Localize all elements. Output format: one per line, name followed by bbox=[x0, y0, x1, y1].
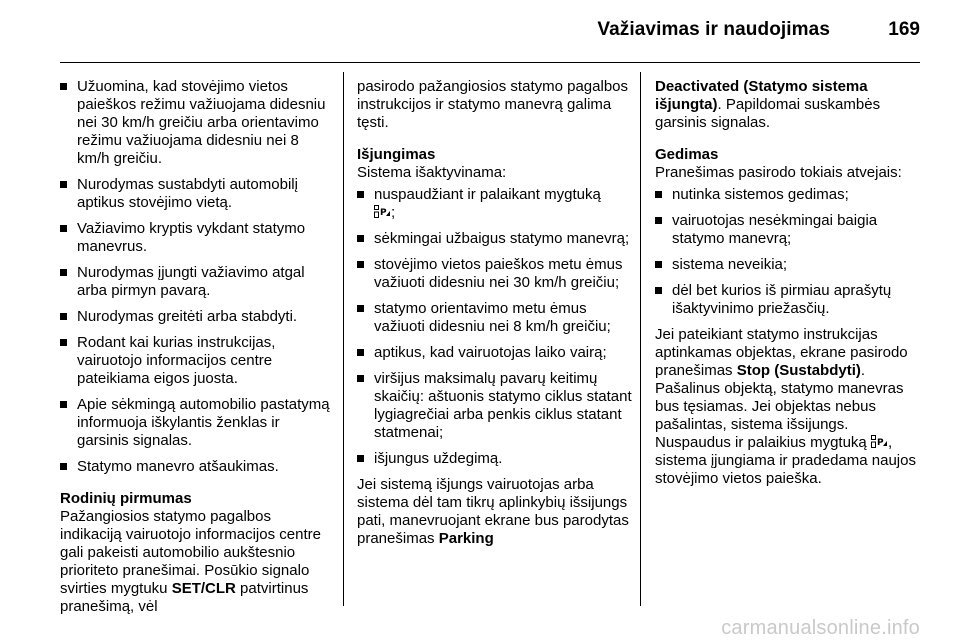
bullet-icon bbox=[655, 261, 662, 268]
bullet-icon bbox=[60, 181, 67, 188]
list-item: Rodant kai kurias instrukcijas, vairuotojo informacijos centre pateikiama eigos juosta. bbox=[60, 334, 332, 388]
list-item: sistema neveikia; bbox=[655, 256, 925, 274]
column-3 bbox=[655, 78, 925, 496]
list-item: statymo orientavimo metu ėmus važiuoti didesniu nei 8 km/h greičiu; bbox=[357, 300, 632, 336]
deactivated-message-paragraph: Deactivated (Statymo sistema išjungta). Papildomai suskambės garsinis signalas. bbox=[655, 78, 881, 131]
list-item: nutinka sistemos gedimas; bbox=[655, 186, 925, 204]
svg-text:P: P bbox=[380, 208, 387, 218]
header-divider bbox=[60, 62, 920, 63]
bullet-icon bbox=[60, 463, 67, 470]
stop-message-label: Stop (Sustabdyti) bbox=[736, 362, 861, 379]
list-item: viršijus maksimalų pavarų keitimų skaičių: aštuonis statymo ciklus statant lygiagrečiai arba penkis ciklus statant statmenai; bbox=[357, 370, 632, 442]
parking-assist-icon bbox=[374, 205, 391, 218]
bullet-icon bbox=[357, 305, 364, 312]
bullet-icon bbox=[60, 225, 67, 232]
parking-message-label: Parking bbox=[438, 530, 494, 547]
bullet-icon bbox=[60, 339, 67, 346]
bullet-icon bbox=[357, 349, 364, 356]
fault-lead: Pranešimas pasirodo tokiais atvejais: bbox=[655, 164, 902, 181]
section-heading-deactivation: Išjungimas bbox=[357, 146, 436, 163]
section-heading-fault: Gedimas bbox=[655, 146, 719, 163]
feature-list bbox=[60, 78, 332, 476]
page-header bbox=[0, 0, 960, 64]
list-item: Nurodymas įjungti važiavimo atgal arba pirmyn pavarą. bbox=[60, 264, 332, 300]
list-item: Važiavimo kryptis vykdant statymo manevrus. bbox=[60, 220, 332, 256]
set-clr-label: SET/CLR bbox=[171, 580, 236, 597]
bullet-icon bbox=[60, 313, 67, 320]
bullet-icon bbox=[60, 401, 67, 408]
page-number: 169 bbox=[888, 19, 920, 40]
fault-list bbox=[655, 186, 925, 318]
watermark: carmanualsonline.info bbox=[721, 617, 920, 639]
list-item: Nurodymas sustabdyti automobilį aptikus stovėjimo vietą. bbox=[60, 176, 332, 212]
list-item: išjungus uždegimą. bbox=[357, 450, 632, 468]
bullet-icon bbox=[60, 83, 67, 90]
column-1 bbox=[60, 78, 332, 624]
deactivation-paragraph: Jei sistemą išjungs vairuotojas arba sistema dėl tam tikrų aplinkybių išsijungs pati, manevruojant ekrane bus parodytas pranešimas Parking bbox=[357, 476, 629, 547]
continuation-paragraph: pasirodo pažangiosios statymo pagalbos instrukcijos ir statymo manevrą galima tęsti. bbox=[357, 78, 629, 131]
bullet-icon bbox=[357, 191, 364, 198]
list-item: Nurodymas greitėti arba stabdyti. bbox=[60, 308, 332, 326]
stop-paragraph: Jei pateikiant statymo instrukcijas aptinkamas objektas, ekrane pasirodo pranešimas Stop (Sustabdyti). Pašalinus objektą, statymo manevras bus tęsiamas. Jei objektas nebus pašalintas, sistema išsijungs. Nuspaudus ir palaikius mygtuką P , sistema įjungiama ir pradedama naujos stovėjimo vietos paieška. bbox=[655, 326, 916, 487]
svg-text:P: P bbox=[876, 438, 884, 448]
bullet-icon bbox=[357, 375, 364, 382]
list-item: aptikus, kad vairuotojas laiko vairą; bbox=[357, 344, 632, 362]
bullet-icon bbox=[357, 455, 364, 462]
list-item: stovėjimo vietos paieškos metu ėmus važiuoti didesniu nei 30 km/h greičiu; bbox=[357, 256, 632, 292]
list-item: nuspaudžiant ir palaikant mygtuką P ; bbox=[357, 186, 632, 222]
bullet-icon bbox=[655, 217, 662, 224]
list-item: sėkmingai užbaigus statymo manevrą; bbox=[357, 230, 632, 248]
deactivation-lead: Sistema išaktyvinama: bbox=[357, 164, 507, 181]
column-divider-2 bbox=[640, 72, 641, 606]
list-item: vairuotojas nesėkmingai baigia statymo manevrą; bbox=[655, 212, 925, 248]
list-item: Užuomina, kad stovėjimo vietos paieškos režimu važiuojama didesniu nei 30 km/h greičiu arba orientavimo režimu važiuojama didesniu nei 8 km/h greičiu. bbox=[60, 78, 332, 168]
parking-assist-icon bbox=[871, 435, 888, 448]
bullet-icon bbox=[655, 191, 662, 198]
deactivation-list bbox=[357, 186, 632, 468]
section-heading-display-priority: Rodinių pirmumas bbox=[60, 490, 192, 507]
bullet-icon bbox=[357, 235, 364, 242]
list-item: Apie sėkmingą automobilio pastatymą informuoja iškylantis ženklas ir garsinis signalas. bbox=[60, 396, 332, 450]
column-divider-1 bbox=[343, 72, 344, 606]
column-2 bbox=[357, 78, 632, 556]
bullet-icon bbox=[357, 261, 364, 268]
display-priority-paragraph: Pažangiosios statymo pagalbos indikaciją vairuotojo informacijos centre gali pakeisti automobilio aukštesnio prioriteto pranešimai. Posūkio signalo svirties mygtuku SET/CLR patvirtinus pranešimą, vėl bbox=[60, 508, 321, 615]
deactivated-message-label: Deactivated (Statymo sistema išjungta) bbox=[655, 78, 868, 113]
page-title: Važiavimas ir naudojimas bbox=[597, 19, 830, 40]
bullet-icon bbox=[655, 287, 662, 294]
list-item: dėl bet kurios iš pirmiau aprašytų išaktyvinimo priežasčių. bbox=[655, 282, 925, 318]
bullet-icon bbox=[60, 269, 67, 276]
list-item: Statymo manevro atšaukimas. bbox=[60, 458, 332, 476]
